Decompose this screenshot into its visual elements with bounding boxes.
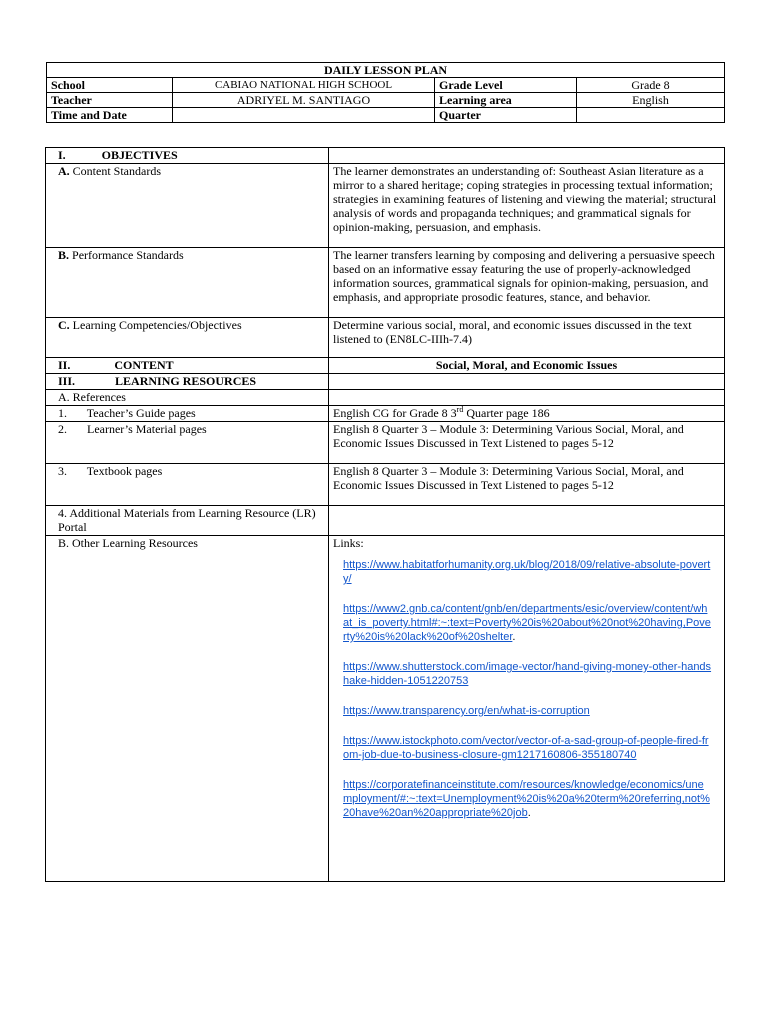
performance-standards-label: B. Performance Standards xyxy=(46,248,329,318)
learners-material-label: 2. Learner’s Material pages xyxy=(46,422,329,464)
performance-standards-text: The learner transfers learning by composing and delivering a persuasive speech based on an informative essay featuring the use of properly-acknowledged information sources, grammatical signals for opinion-making, persuasion, and emphasis, and appropriate prosodic features, stance, and behavior. xyxy=(329,248,725,318)
links-label: Links: xyxy=(333,536,364,550)
resource-link[interactable]: https://www.istockphoto.com/vector/vector-of-a-sad-group-of-people-fired-from-job-due-to-business-closure-gm1217160806-355180740 xyxy=(343,735,709,761)
resource-link[interactable]: https://www.habitatforhumanity.org.uk/blog/2018/09/relative-absolute-poverty/ xyxy=(343,559,711,585)
school-value: CABIAO NATIONAL HIGH SCHOOL xyxy=(173,78,435,93)
competencies-label: C. Learning Competencies/Objectives xyxy=(46,318,329,358)
objectives-heading-value xyxy=(329,148,725,164)
grade-level-label: Grade Level xyxy=(435,78,577,93)
time-date-label: Time and Date xyxy=(47,108,173,123)
resources-heading-value xyxy=(329,374,725,390)
competencies-text: Determine various social, moral, and economic issues discussed in the text listened to (EN8LC-IIIh-7.4) xyxy=(329,318,725,358)
teacher-label: Teacher xyxy=(47,93,173,108)
time-date-value xyxy=(173,108,435,123)
resource-link[interactable]: https://www.transparency.org/en/what-is-corruption xyxy=(343,705,590,717)
content-heading: II. CONTENT xyxy=(46,358,329,374)
other-resources-cell xyxy=(329,536,725,882)
additional-materials-value xyxy=(329,506,725,536)
references-label: A. References xyxy=(46,390,329,406)
content-standards-label: A. Content Standards xyxy=(46,164,329,248)
resource-link[interactable]: https://corporatefinanceinstitute.com/resources/knowledge/economics/unemployment/#:~:text=Unemployment%20is%20a%20term%20referring,not%20have%20an%20appropriate%20job xyxy=(343,779,710,819)
lesson-table xyxy=(45,147,725,882)
teachers-guide-text: English CG for Grade 8 3rd Quarter page 186 xyxy=(329,406,725,422)
links-list xyxy=(333,558,720,820)
content-standards-text: The learner demonstrates an understanding of: Southeast Asian literature as a mirror to a shared heritage; coping strategies in processing textual information; strategies in examining features of listening and viewing the material; structural analysis of words and propaganda techniques; and grammatical signals for opinion-making, persuasion, and emphasis. xyxy=(329,164,725,248)
content-value: Social, Moral, and Economic Issues xyxy=(329,358,725,374)
grade-level-value: Grade 8 xyxy=(577,78,725,93)
teacher-value: ADRIYEL M. SANTIAGO xyxy=(173,93,435,108)
quarter-label: Quarter xyxy=(435,108,577,123)
link-period: . xyxy=(527,807,531,819)
objectives-number: I. xyxy=(58,148,66,162)
resources-heading: III. LEARNING RESOURCES xyxy=(46,374,329,390)
textbook-text: English 8 Quarter 3 – Module 3: Determining Various Social, Moral, and Economic Issues Discussed in Text Listened to pages 5-12 xyxy=(329,464,725,506)
school-label: School xyxy=(47,78,173,93)
quarter-value xyxy=(577,108,725,123)
objectives-title: OBJECTIVES xyxy=(101,148,178,162)
other-resources-label: B. Other Learning Resources xyxy=(46,536,329,882)
resource-link[interactable]: https://www2.gnb.ca/content/gnb/en/departments/esic/overview/content/what_is_poverty.html#:~:text=Poverty%20is%20about%20not%20having,Poverty%20is%20lack%20of%20shelter xyxy=(343,603,711,643)
learners-material-text: English 8 Quarter 3 – Module 3: Determining Various Social, Moral, and Economic Issues Discussed in Text Listened to pages 5-12 xyxy=(329,422,725,464)
header-table xyxy=(46,62,725,123)
resource-link[interactable]: https://www.shutterstock.com/image-vector/hand-giving-money-other-handshake-hidden-1051220753 xyxy=(343,661,712,687)
additional-materials-label: 4. Additional Materials from Learning Resource (LR) Portal xyxy=(46,506,329,536)
learning-area-label: Learning area xyxy=(435,93,577,108)
link-wrap xyxy=(343,602,712,644)
document-title: DAILY LESSON PLAN xyxy=(47,63,725,78)
references-value xyxy=(329,390,725,406)
teachers-guide-label: 1. Teacher’s Guide pages xyxy=(46,406,329,422)
objectives-heading xyxy=(46,148,329,164)
learning-area-value: English xyxy=(577,93,725,108)
textbook-label: 3. Textbook pages xyxy=(46,464,329,506)
link-period: . xyxy=(512,631,516,643)
link-wrap xyxy=(343,778,712,820)
